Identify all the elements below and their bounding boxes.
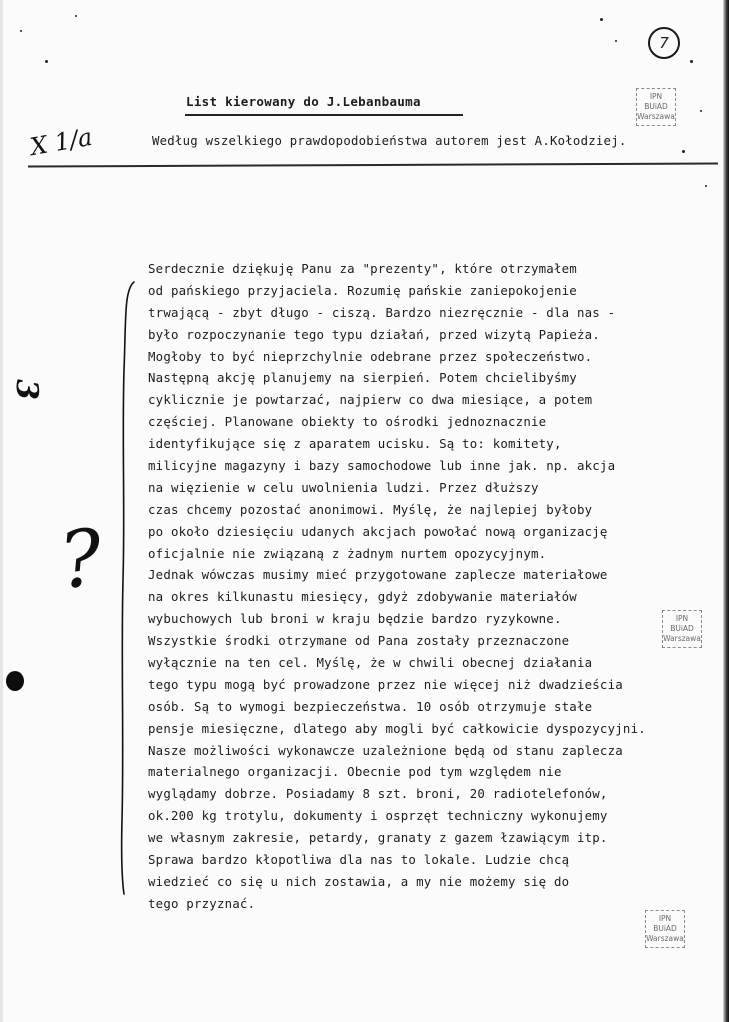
header-rule xyxy=(28,162,718,167)
scan-speckle xyxy=(45,60,48,63)
letter-line: Jednak wówczas musimy mieć przygotowane zaplecze materiałowe xyxy=(148,567,608,583)
letter-body xyxy=(148,258,728,915)
scan-speckle xyxy=(700,110,702,112)
stamp-line: Warszawa xyxy=(663,634,701,643)
stamp-line: IPN xyxy=(649,92,663,101)
letter-line: identyfikujące się z aparatem ucisku. Są to: komitety, xyxy=(148,436,562,452)
letter-line: Mogłoby to być nieprzchylnie odebrane przez społeczeństwo. xyxy=(148,348,593,364)
document-title: List kierowany do J.Lebanbauma xyxy=(186,94,421,109)
letter-line: na okres kilkunastu miesięcy, gdyż zdobywanie materiałów xyxy=(148,589,577,605)
scan-speckle xyxy=(682,150,685,153)
letter-line: czas chcemy pozostać anonimowi. Myślę, że najlepiej byłoby xyxy=(148,501,593,517)
letter-line: wybuchowych lub broni w kraju będzie bardzo ryzykowne. xyxy=(148,611,562,627)
letter-line: ok.200 kg trotylu, dokumenty i osprzęt techniczny wykonujemy xyxy=(148,808,608,824)
letter-line: wyglądamy dobrze. Posiadamy 8 szt. broni, 20 radiotelefonów, xyxy=(148,786,608,802)
stamp-line: IPN xyxy=(658,914,672,923)
scan-speckle xyxy=(705,185,707,187)
archive-stamp xyxy=(645,910,685,948)
page-left-edge xyxy=(0,0,3,1022)
archive-stamp xyxy=(636,88,676,126)
stamp-line: BUiAD xyxy=(653,924,677,933)
letter-line: wyłącznie na ten cel. Myślę, że w chwili obecnej działania xyxy=(148,655,593,671)
handwritten-mark-top-left: X 1/a xyxy=(28,122,95,162)
binder-punch-hole xyxy=(6,671,24,691)
handwritten-question-mark: ? xyxy=(55,513,107,607)
title-underline xyxy=(185,114,463,116)
scan-speckle xyxy=(20,30,22,32)
stamp-line: IPN xyxy=(675,614,689,623)
page-number-circle: 7 xyxy=(648,27,680,59)
scan-speckle xyxy=(615,40,617,42)
scan-speckle xyxy=(75,15,77,17)
letter-line: Nasze możliwości wykonawcze uzależnione będą od stanu zaplecza xyxy=(148,742,623,758)
letter-line: na więzienie w celu uwolnienia ludzi. Przez dłuższy xyxy=(148,479,539,495)
letter-line: cyklicznie je powtarzać, najpierw co dwa miesiące, a potem xyxy=(148,392,593,408)
letter-line: Sprawa bardzo kłopotliwa dla nas to lokale. Ludzie chcą xyxy=(148,852,570,868)
letter-line: trwającą - zbyt długo - ciszą. Bardzo niezręcznie - dla nas - xyxy=(148,304,616,320)
stamp-line: BUiAD xyxy=(670,624,694,633)
letter-line: pensje miesięczne, dlatego aby mogli być całkowicie dyspozycyjni. xyxy=(148,720,646,736)
document-subtitle: Według wszelkiego prawdopodobieństwa autorem jest A.Kołodziej. xyxy=(152,134,627,148)
stamp-line: Warszawa xyxy=(637,112,675,121)
letter-line: we własnym zakresie, petardy, granaty z gazem łzawiącym itp. xyxy=(148,830,608,846)
scan-speckle xyxy=(690,60,693,63)
letter-line: Następną akcję planujemy na sierpień. Potem chcielibyśmy xyxy=(148,370,577,386)
letter-line: osób. Są to wymogi bezpieczeństwa. 10 osób otrzymuje stałe xyxy=(148,698,593,714)
handwritten-margin-digit: 3 xyxy=(8,379,44,400)
letter-line: wiedzieć co się u nich zostawia, a my nie możemy się do xyxy=(148,873,570,889)
letter-line: oficjalnie nie związaną z żadnym nurtem opozycyjnym. xyxy=(148,545,547,561)
stamp-line: BUiAD xyxy=(644,102,668,111)
letter-line: od pańskiego przyjaciela. Rozumię pańskie zaniepokojenie xyxy=(148,282,577,298)
letter-line: Serdecznie dziękuję Panu za "prezenty", które otrzymałem xyxy=(148,261,577,276)
letter-line: częściej. Planowane obiekty to ośrodki jednoznacznie xyxy=(148,414,547,430)
letter-line: tego typu mogą być prowadzone przez nie więcej niż dwadzieścia xyxy=(148,676,623,692)
stamp-line: Warszawa xyxy=(646,934,684,943)
letter-line: tego przyznać. xyxy=(148,895,256,911)
handwritten-margin-bracket xyxy=(110,280,138,900)
letter-line: było rozpoczynanie tego typu działań, przed wizytą Papieża. xyxy=(148,326,600,342)
letter-line: po około dziesięciu udanych akcjach powołać nową organizację xyxy=(148,523,608,539)
letter-line: Wszystkie środki otrzymane od Pana zostały przeznaczone xyxy=(148,633,570,649)
scan-speckle xyxy=(600,18,603,21)
letter-line: materialnego organizacji. Obecnie pod tym względem nie xyxy=(148,764,562,780)
letter-line: milicyjne magazyny i bazy samochodowe lub inne jak. np. akcja xyxy=(148,458,616,474)
